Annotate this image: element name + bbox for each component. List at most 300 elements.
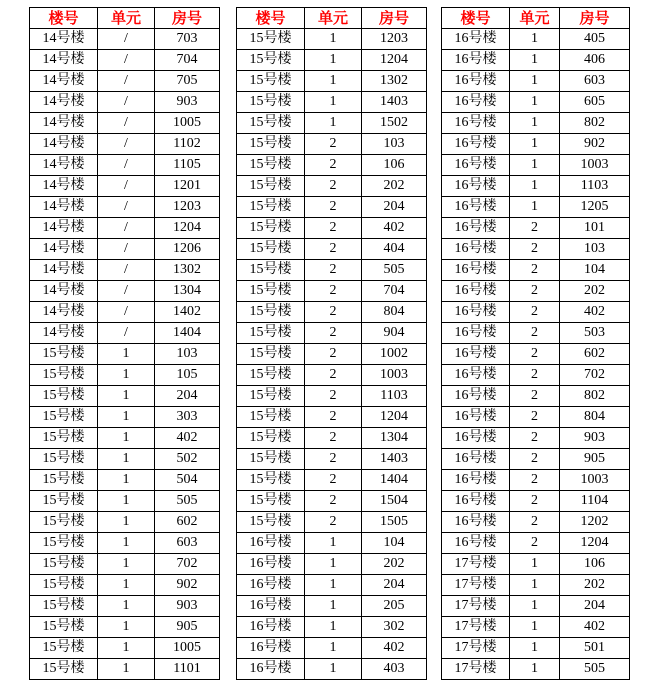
table-row <box>30 218 220 239</box>
unit-cell: 1 <box>305 596 362 617</box>
room-cell: 1101 <box>155 659 220 680</box>
room-cell: 204 <box>155 386 220 407</box>
table-row <box>30 491 220 512</box>
unit-cell: 1 <box>510 554 560 575</box>
building-cell: 15号楼 <box>237 239 305 260</box>
room-cell: 103 <box>155 344 220 365</box>
building-cell: 15号楼 <box>237 155 305 176</box>
building-cell: 17号楼 <box>442 596 510 617</box>
room-cell: 1204 <box>362 50 427 71</box>
room-cell: 501 <box>560 638 630 659</box>
unit-cell: 2 <box>305 323 362 344</box>
table-row <box>442 659 630 680</box>
room-cell: 402 <box>155 428 220 449</box>
building-cell: 14号楼 <box>30 197 98 218</box>
table-row <box>442 428 630 449</box>
room-cell: 1302 <box>362 71 427 92</box>
building-cell: 15号楼 <box>237 92 305 113</box>
building-cell: 14号楼 <box>30 281 98 302</box>
room-cell: 1502 <box>362 113 427 134</box>
room-cell: 804 <box>362 302 427 323</box>
building-cell: 15号楼 <box>237 176 305 197</box>
room-cell: 804 <box>560 407 630 428</box>
building-cell: 16号楼 <box>442 50 510 71</box>
table-row <box>237 113 427 134</box>
table-row <box>30 365 220 386</box>
unit-cell: 1 <box>510 659 560 680</box>
building-cell: 15号楼 <box>30 449 98 470</box>
room-cell: 903 <box>155 596 220 617</box>
unit-cell: 1 <box>98 596 155 617</box>
building-cell: 15号楼 <box>30 512 98 533</box>
table-row <box>442 449 630 470</box>
table-row <box>442 134 630 155</box>
header-unit: 单元 <box>305 8 362 29</box>
room-cell: 905 <box>560 449 630 470</box>
room-cell: 1505 <box>362 512 427 533</box>
table-row <box>30 470 220 491</box>
unit-cell: 2 <box>510 281 560 302</box>
building-cell: 16号楼 <box>442 260 510 281</box>
room-cell: 1005 <box>155 638 220 659</box>
building-cell: 16号楼 <box>442 197 510 218</box>
table-row <box>30 659 220 680</box>
building-cell: 16号楼 <box>442 176 510 197</box>
header-unit: 单元 <box>98 8 155 29</box>
building-cell: 15号楼 <box>30 554 98 575</box>
room-cell: 903 <box>155 92 220 113</box>
table-row <box>442 533 630 554</box>
table-row <box>30 554 220 575</box>
room-cell: 402 <box>560 617 630 638</box>
room-cell: 504 <box>155 470 220 491</box>
building-cell: 16号楼 <box>237 533 305 554</box>
unit-cell: 1 <box>305 92 362 113</box>
table-row <box>442 197 630 218</box>
room-cell: 204 <box>362 575 427 596</box>
unit-cell: 1 <box>98 512 155 533</box>
building-cell: 15号楼 <box>237 512 305 533</box>
building-cell: 16号楼 <box>237 554 305 575</box>
room-cell: 1005 <box>155 113 220 134</box>
table-row <box>237 344 427 365</box>
building-cell: 15号楼 <box>237 281 305 302</box>
building-cell: 15号楼 <box>237 197 305 218</box>
table-row <box>237 71 427 92</box>
table-row <box>30 428 220 449</box>
table-row <box>30 575 220 596</box>
building-cell: 15号楼 <box>30 470 98 491</box>
table-row <box>442 29 630 50</box>
building-cell: 16号楼 <box>442 155 510 176</box>
unit-cell: 2 <box>510 239 560 260</box>
unit-cell: / <box>98 281 155 302</box>
table-row <box>237 470 427 491</box>
table-row <box>237 260 427 281</box>
unit-cell: 2 <box>305 428 362 449</box>
room-cell: 106 <box>560 554 630 575</box>
table-row <box>442 218 630 239</box>
unit-cell: 2 <box>305 239 362 260</box>
room-table-3 <box>441 7 630 680</box>
building-cell: 16号楼 <box>442 512 510 533</box>
building-cell: 16号楼 <box>237 638 305 659</box>
unit-cell: 2 <box>510 302 560 323</box>
building-cell: 17号楼 <box>442 659 510 680</box>
room-cell: 703 <box>155 29 220 50</box>
unit-cell: 1 <box>510 197 560 218</box>
table-row <box>30 596 220 617</box>
unit-cell: 1 <box>98 575 155 596</box>
unit-cell: 2 <box>510 323 560 344</box>
table-row <box>442 302 630 323</box>
building-cell: 16号楼 <box>442 29 510 50</box>
building-cell: 16号楼 <box>442 218 510 239</box>
table-row <box>442 239 630 260</box>
header-room: 房号 <box>155 8 220 29</box>
table-row <box>442 155 630 176</box>
table-row <box>237 50 427 71</box>
table-row <box>30 323 220 344</box>
building-cell: 16号楼 <box>442 281 510 302</box>
room-table-2 <box>236 7 427 680</box>
room-cell: 1205 <box>560 197 630 218</box>
room-cell: 1104 <box>560 491 630 512</box>
room-cell: 302 <box>362 617 427 638</box>
table-row <box>237 155 427 176</box>
header-building: 楼号 <box>442 8 510 29</box>
building-cell: 15号楼 <box>237 302 305 323</box>
table-row <box>442 71 630 92</box>
building-cell: 16号楼 <box>442 113 510 134</box>
table-row <box>237 512 427 533</box>
unit-cell: / <box>98 92 155 113</box>
table-row <box>442 554 630 575</box>
unit-cell: 2 <box>305 512 362 533</box>
table-row <box>30 197 220 218</box>
room-cell: 105 <box>155 365 220 386</box>
table-row <box>442 617 630 638</box>
unit-cell: 1 <box>98 344 155 365</box>
room-cell: 403 <box>362 659 427 680</box>
table-row <box>442 491 630 512</box>
building-cell: 16号楼 <box>442 386 510 407</box>
room-cell: 404 <box>362 239 427 260</box>
building-cell: 16号楼 <box>442 533 510 554</box>
room-cell: 1504 <box>362 491 427 512</box>
room-cell: 406 <box>560 50 630 71</box>
unit-cell: 2 <box>305 134 362 155</box>
unit-cell: 1 <box>98 407 155 428</box>
unit-cell: 1 <box>98 470 155 491</box>
building-cell: 16号楼 <box>442 428 510 449</box>
building-cell: 14号楼 <box>30 323 98 344</box>
room-cell: 1302 <box>155 260 220 281</box>
room-cell: 1203 <box>362 29 427 50</box>
table-row <box>30 533 220 554</box>
room-cell: 1202 <box>560 512 630 533</box>
unit-cell: 1 <box>98 638 155 659</box>
unit-cell: 2 <box>510 491 560 512</box>
table-row <box>237 428 427 449</box>
unit-cell: / <box>98 155 155 176</box>
building-cell: 14号楼 <box>30 218 98 239</box>
building-cell: 15号楼 <box>30 386 98 407</box>
room-cell: 705 <box>155 71 220 92</box>
unit-cell: 2 <box>305 155 362 176</box>
building-cell: 16号楼 <box>237 617 305 638</box>
unit-cell: 2 <box>305 365 362 386</box>
table-row <box>237 365 427 386</box>
room-cell: 505 <box>155 491 220 512</box>
room-cell: 103 <box>362 134 427 155</box>
table-row <box>30 113 220 134</box>
building-cell: 14号楼 <box>30 113 98 134</box>
unit-cell: 1 <box>510 29 560 50</box>
room-cell: 505 <box>560 659 630 680</box>
building-cell: 15号楼 <box>237 344 305 365</box>
unit-cell: 1 <box>510 596 560 617</box>
room-cell: 1204 <box>560 533 630 554</box>
table-row <box>442 512 630 533</box>
room-cell: 205 <box>362 596 427 617</box>
table-row <box>237 281 427 302</box>
unit-cell: 2 <box>510 428 560 449</box>
room-cell: 1003 <box>560 155 630 176</box>
room-cell: 104 <box>560 260 630 281</box>
unit-cell: 2 <box>305 386 362 407</box>
building-cell: 16号楼 <box>237 659 305 680</box>
table-row <box>30 386 220 407</box>
unit-cell: 2 <box>510 407 560 428</box>
room-cell: 1403 <box>362 449 427 470</box>
unit-cell: 1 <box>98 491 155 512</box>
room-cell: 603 <box>155 533 220 554</box>
building-cell: 14号楼 <box>30 239 98 260</box>
table-row <box>30 344 220 365</box>
unit-cell: 2 <box>510 260 560 281</box>
room-cell: 1204 <box>155 218 220 239</box>
room-cell: 503 <box>560 323 630 344</box>
table-row <box>30 239 220 260</box>
unit-cell: / <box>98 134 155 155</box>
room-cell: 1003 <box>560 470 630 491</box>
room-cell: 702 <box>560 365 630 386</box>
building-cell: 17号楼 <box>442 638 510 659</box>
unit-cell: 2 <box>305 176 362 197</box>
building-cell: 15号楼 <box>30 617 98 638</box>
unit-cell: / <box>98 29 155 50</box>
building-cell: 17号楼 <box>442 617 510 638</box>
room-cell: 104 <box>362 533 427 554</box>
unit-cell: / <box>98 302 155 323</box>
unit-cell: 1 <box>510 176 560 197</box>
building-cell: 15号楼 <box>237 449 305 470</box>
room-cell: 101 <box>560 218 630 239</box>
unit-cell: 2 <box>305 470 362 491</box>
unit-cell: 2 <box>305 344 362 365</box>
building-cell: 14号楼 <box>30 260 98 281</box>
table-row <box>237 176 427 197</box>
room-cell: 204 <box>560 596 630 617</box>
table-row <box>30 176 220 197</box>
table-row <box>442 281 630 302</box>
table-row <box>237 92 427 113</box>
table-row <box>237 449 427 470</box>
building-cell: 14号楼 <box>30 29 98 50</box>
unit-cell: / <box>98 50 155 71</box>
unit-cell: 1 <box>305 617 362 638</box>
building-cell: 14号楼 <box>30 155 98 176</box>
building-cell: 15号楼 <box>30 365 98 386</box>
room-cell: 502 <box>155 449 220 470</box>
table-row <box>442 50 630 71</box>
room-cell: 902 <box>155 575 220 596</box>
building-cell: 14号楼 <box>30 92 98 113</box>
room-cell: 605 <box>560 92 630 113</box>
table-row <box>442 113 630 134</box>
room-cell: 704 <box>155 50 220 71</box>
room-cell: 602 <box>155 512 220 533</box>
table-row <box>30 260 220 281</box>
unit-cell: 2 <box>510 218 560 239</box>
unit-cell: 1 <box>98 617 155 638</box>
room-cell: 1304 <box>155 281 220 302</box>
unit-cell: 1 <box>305 50 362 71</box>
room-cell: 402 <box>362 218 427 239</box>
header-building: 楼号 <box>30 8 98 29</box>
header-room: 房号 <box>362 8 427 29</box>
building-cell: 15号楼 <box>30 575 98 596</box>
table-row <box>30 407 220 428</box>
building-cell: 16号楼 <box>442 302 510 323</box>
room-cell: 602 <box>560 344 630 365</box>
room-cell: 905 <box>155 617 220 638</box>
room-cell: 402 <box>560 302 630 323</box>
unit-cell: 2 <box>305 491 362 512</box>
room-cell: 1206 <box>155 239 220 260</box>
building-cell: 16号楼 <box>237 596 305 617</box>
room-cell: 202 <box>362 554 427 575</box>
unit-cell: 2 <box>510 470 560 491</box>
unit-cell: 2 <box>305 407 362 428</box>
table-row <box>237 533 427 554</box>
table-row <box>237 596 427 617</box>
room-cell: 1304 <box>362 428 427 449</box>
unit-cell: 1 <box>510 92 560 113</box>
table-row <box>442 260 630 281</box>
header-room: 房号 <box>560 8 630 29</box>
room-cell: 704 <box>362 281 427 302</box>
room-cell: 1404 <box>362 470 427 491</box>
unit-cell: 1 <box>305 29 362 50</box>
building-cell: 17号楼 <box>442 575 510 596</box>
unit-cell: 1 <box>510 113 560 134</box>
unit-cell: 1 <box>510 155 560 176</box>
unit-cell: 1 <box>305 113 362 134</box>
table-row <box>30 155 220 176</box>
room-cell: 802 <box>560 113 630 134</box>
unit-cell: 2 <box>305 281 362 302</box>
room-cell: 103 <box>560 239 630 260</box>
room-cell: 902 <box>560 134 630 155</box>
unit-cell: / <box>98 218 155 239</box>
building-cell: 16号楼 <box>442 134 510 155</box>
unit-cell: 2 <box>305 197 362 218</box>
table-row <box>30 281 220 302</box>
table-row <box>237 554 427 575</box>
room-cell: 402 <box>362 638 427 659</box>
building-cell: 16号楼 <box>442 323 510 344</box>
room-cell: 802 <box>560 386 630 407</box>
table-row <box>237 575 427 596</box>
building-cell: 16号楼 <box>442 239 510 260</box>
building-cell: 14号楼 <box>30 50 98 71</box>
unit-cell: / <box>98 323 155 344</box>
unit-cell: 2 <box>305 260 362 281</box>
room-cell: 202 <box>362 176 427 197</box>
room-cell: 1204 <box>362 407 427 428</box>
building-cell: 16号楼 <box>237 575 305 596</box>
building-cell: 16号楼 <box>442 365 510 386</box>
table-row <box>237 491 427 512</box>
table-row <box>442 386 630 407</box>
table-row <box>442 323 630 344</box>
room-cell: 1102 <box>155 134 220 155</box>
table-row <box>30 29 220 50</box>
unit-cell: 2 <box>510 512 560 533</box>
building-cell: 16号楼 <box>442 470 510 491</box>
room-cell: 1402 <box>155 302 220 323</box>
building-cell: 15号楼 <box>30 428 98 449</box>
table-row <box>442 575 630 596</box>
room-cell: 1404 <box>155 323 220 344</box>
room-cell: 1103 <box>362 386 427 407</box>
unit-cell: 1 <box>98 659 155 680</box>
unit-cell: 1 <box>305 533 362 554</box>
unit-cell: 2 <box>510 344 560 365</box>
room-cell: 1103 <box>560 176 630 197</box>
room-cell: 405 <box>560 29 630 50</box>
room-cell: 1201 <box>155 176 220 197</box>
building-cell: 14号楼 <box>30 71 98 92</box>
building-cell: 17号楼 <box>442 554 510 575</box>
building-cell: 15号楼 <box>237 470 305 491</box>
header-building: 楼号 <box>237 8 305 29</box>
unit-cell: 1 <box>510 575 560 596</box>
table-row <box>237 218 427 239</box>
building-cell: 15号楼 <box>237 134 305 155</box>
table-row <box>30 638 220 659</box>
room-cell: 702 <box>155 554 220 575</box>
room-cell: 904 <box>362 323 427 344</box>
header-unit: 单元 <box>510 8 560 29</box>
unit-cell: 2 <box>510 386 560 407</box>
building-cell: 15号楼 <box>30 659 98 680</box>
table-row <box>237 638 427 659</box>
unit-cell: 2 <box>510 533 560 554</box>
building-cell: 15号楼 <box>30 638 98 659</box>
room-cell: 1003 <box>362 365 427 386</box>
table-row <box>442 344 630 365</box>
table-row <box>237 407 427 428</box>
table-row <box>442 596 630 617</box>
room-cell: 505 <box>362 260 427 281</box>
building-cell: 16号楼 <box>442 491 510 512</box>
unit-cell: / <box>98 260 155 281</box>
room-table-1 <box>29 7 220 680</box>
room-cell: 1403 <box>362 92 427 113</box>
